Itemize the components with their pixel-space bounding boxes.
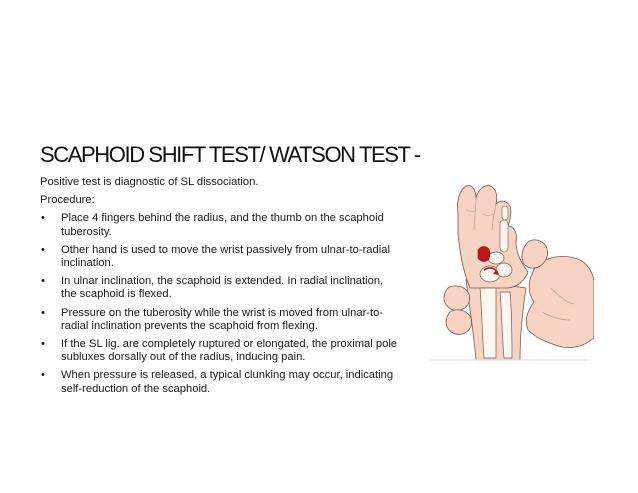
intro-text: Positive test is diagnostic of SL dissociation. (40, 176, 259, 188)
list-item-text: In ulnar inclination, the scaphoid is extended. In radial inclination, the scaphoid is flexed. (61, 275, 384, 301)
bullet-icon: • (41, 306, 45, 319)
list-item-text: When pressure is released, a typical clunking may occur, indicating self-reduction of the scaphoid. (61, 369, 394, 395)
list-item-text: If the SL lig. are completely ruptured or elongated, the proximal pole subluxes dorsally out of the radius, inducing pain. (61, 338, 398, 364)
examiner-finger-shape (446, 310, 472, 334)
bullet-icon: • (41, 275, 45, 288)
list-item-text: Pressure on the tuberosity while the wrist is moved from ulnar-to-radial inclination prevents the scaphoid from flexing. (61, 306, 384, 332)
list-item (40, 338, 400, 364)
procedure-label: Procedure: (40, 194, 95, 207)
list-item-text: Place 4 fingers behind the radius, and the thumb on the scaphoid tuberosity. (61, 212, 384, 238)
list-item (40, 275, 400, 301)
examiner-finger-shape (444, 286, 470, 310)
slide-title: SCAPHOID SHIFT TEST/ WATSON TEST - (40, 142, 420, 167)
list-item (40, 244, 400, 270)
hand-wrist-examination-illustration (424, 170, 594, 362)
bullet-icon: • (41, 212, 45, 225)
bullet-icon: • (41, 338, 45, 351)
bullet-icon: • (41, 369, 45, 382)
list-item-text: Other hand is used to move the wrist passively from ulnar-to-radial inclination. (61, 243, 390, 270)
list-item (40, 307, 400, 333)
slide-body (40, 176, 400, 401)
procedure-list (40, 212, 400, 395)
scaphoid-highlight (478, 247, 490, 262)
examiner-hand-shape (526, 256, 594, 347)
list-item (40, 212, 400, 238)
list-item (40, 369, 400, 395)
bullet-icon: • (41, 243, 45, 256)
